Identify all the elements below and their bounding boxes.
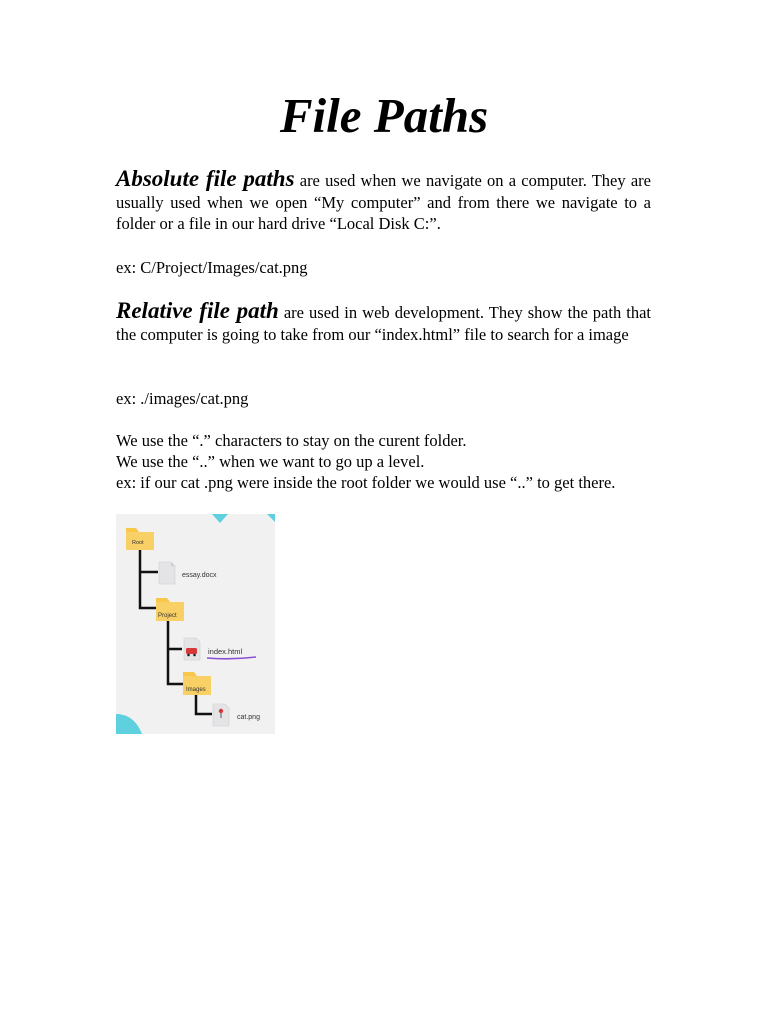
relative-paragraph xyxy=(116,300,651,345)
root-label: Root xyxy=(132,540,144,546)
absolute-paragraph xyxy=(116,168,651,235)
dotdot-note: We use the “..” when we want to go up a level. xyxy=(116,452,425,471)
images-label: Images xyxy=(186,687,206,693)
root-folder-icon xyxy=(126,528,154,550)
root-example-note: ex: if our cat .png were inside the root folder we would use “..” to get there. xyxy=(116,473,616,492)
cat-label: cat.png xyxy=(237,714,260,721)
absolute-text: are used when we navigate on a computer. They are usually used when we open “My computer” and from there we navigate to a folder or a file in our hard drive “Local Disk C:”. xyxy=(116,171,651,233)
absolute-example: ex: C/Project/Images/cat.png xyxy=(116,258,308,277)
relative-lead: Relative file path xyxy=(116,298,279,323)
dot-note: We use the “.” characters to stay on the curent folder. xyxy=(116,431,467,450)
image-file-icon xyxy=(213,704,229,726)
file-tree-diagram xyxy=(116,514,275,734)
corner-shape-bottom-left xyxy=(116,714,142,734)
index-label: index.html xyxy=(208,647,243,656)
corner-shape-top xyxy=(212,514,228,523)
essay-label: essay.docx xyxy=(182,572,217,579)
document-icon xyxy=(159,562,175,584)
project-label: Project xyxy=(158,613,177,619)
relative-example: ex: ./images/cat.png xyxy=(116,389,249,408)
absolute-lead: Absolute file paths xyxy=(116,166,295,191)
html-file-icon xyxy=(184,638,200,660)
corner-shape-top-right xyxy=(267,514,275,522)
relative-text: are used in web development. They show the path that the computer is going to take from our “index.html” file to search for a image xyxy=(116,303,651,344)
index-underline xyxy=(207,657,256,659)
page-title: File Paths xyxy=(279,88,489,143)
